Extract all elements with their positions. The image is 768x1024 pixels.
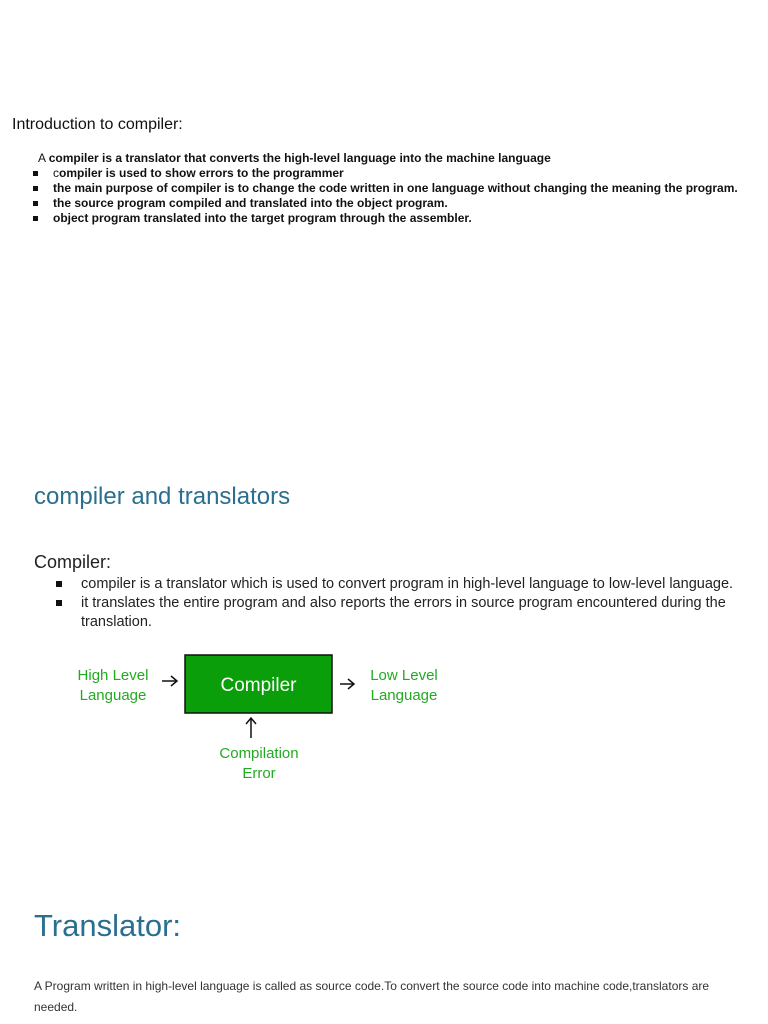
diagram-output-label-line2: Language xyxy=(370,687,438,704)
intro-lead-sentence xyxy=(38,151,551,165)
bullet-text: ompiler is used to show errors to the programmer xyxy=(59,166,344,180)
compiler-diagram xyxy=(60,645,460,790)
compiler-subheading: Compiler: xyxy=(34,552,112,572)
list-item: it translates the entire program and also reports the errors in source program encountered during the translation. xyxy=(56,594,736,632)
bullet-text: the source program compiled and translated into the object program. xyxy=(53,196,448,210)
section-title-compiler-translators: compiler and translators xyxy=(34,483,291,510)
intro-bullet-list xyxy=(33,166,738,226)
diagram-input-label-line2: Language xyxy=(79,687,147,704)
diagram-error-label-line2: Error xyxy=(242,765,276,782)
compiler-bullet-list xyxy=(56,575,736,632)
diagram-output-label-line1: Low Level xyxy=(370,667,438,684)
list-item: compiler is a translator which is used to convert program in high-level language to low-level language. xyxy=(56,575,736,594)
diagram-error-label-line1: Compilation xyxy=(219,745,299,762)
arrow-right-icon xyxy=(340,679,354,689)
diagram-input-label-line1: High Level xyxy=(77,667,149,684)
compiler-box-label: Compiler xyxy=(220,675,297,696)
list-item xyxy=(33,211,738,226)
bullet-text: object program translated into the target program through the assembler. xyxy=(53,211,472,225)
translator-paragraph: A Program written in high-level language is called as source code.To convert the source code into machine code,translators are needed. xyxy=(34,979,710,1014)
intro-heading: Introduction to compiler: xyxy=(12,116,183,133)
section-title-translator: Translator: xyxy=(34,908,182,943)
list-item xyxy=(33,196,738,211)
arrow-right-icon xyxy=(162,676,177,686)
bullet-lead: c xyxy=(53,166,59,180)
list-item xyxy=(33,181,738,196)
list-item xyxy=(33,166,738,181)
arrow-up-icon xyxy=(246,718,256,738)
intro-lead-prefix: A xyxy=(38,151,49,165)
bullet-text: the main purpose of compiler is to change the code written in one language without changing the meaning the program. xyxy=(53,181,738,195)
intro-lead-bold: compiler is a translator that converts the high-level language into the machine language xyxy=(48,151,551,165)
